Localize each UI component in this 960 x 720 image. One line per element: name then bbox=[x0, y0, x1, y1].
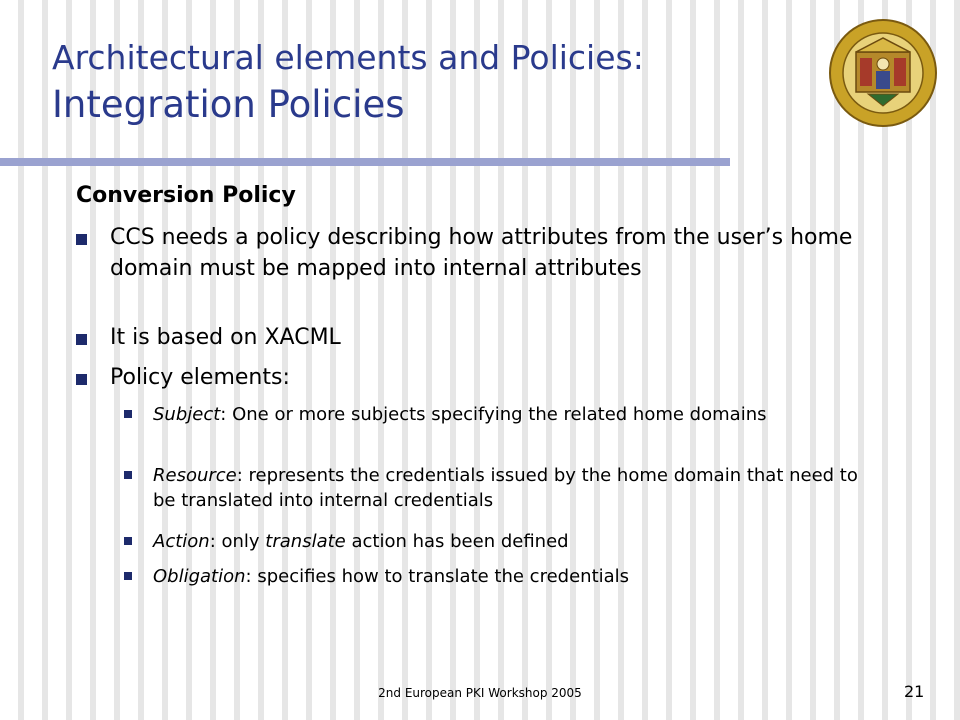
bullet-marker bbox=[76, 334, 87, 345]
subbullet-item bbox=[153, 564, 883, 589]
bullet-marker bbox=[76, 374, 87, 385]
subbullet-marker bbox=[124, 471, 132, 479]
subbullet-text: : One or more subjects specifying the related home domains bbox=[220, 404, 767, 425]
subbullet-marker bbox=[124, 537, 132, 545]
subbullet-term: Subject bbox=[153, 404, 221, 425]
slide-title: Architectural elements and Policies: bbox=[52, 38, 644, 77]
section-heading: Conversion Policy bbox=[76, 183, 296, 208]
subbullet-term: Obligation bbox=[153, 566, 246, 587]
slide-footer: 2nd European PKI Workshop 2005 bbox=[378, 686, 582, 700]
subbullet-marker bbox=[124, 410, 132, 418]
page-number: 21 bbox=[904, 682, 925, 701]
subbullet-item bbox=[153, 463, 883, 513]
subbullet-term: translate bbox=[265, 531, 346, 552]
bullet-item: Policy elements: bbox=[110, 365, 290, 390]
subbullet-item bbox=[153, 402, 883, 427]
slide-subtitle: Integration Policies bbox=[52, 83, 405, 126]
subbullet-term: Action bbox=[153, 531, 210, 552]
subbullet-text: action has been defined bbox=[345, 531, 569, 552]
bullet-item: It is based on XACML bbox=[110, 325, 341, 350]
bullet-marker bbox=[76, 234, 87, 245]
subbullet-text: : only bbox=[209, 531, 266, 552]
bullet-item: CCS needs a policy describing how attributes from the user’s home domain must be mapped into internal attributes bbox=[110, 225, 853, 281]
subbullet-item bbox=[153, 529, 883, 554]
title-divider bbox=[0, 158, 730, 166]
university-seal-icon bbox=[828, 18, 938, 128]
subbullet-marker bbox=[124, 572, 132, 580]
subbullet-text: : represents the credentials issued by the home domain that need to be translated into internal credentials bbox=[153, 465, 858, 511]
subbullet-text: : specifies how to translate the credentials bbox=[245, 566, 630, 587]
subbullet-term: Resource bbox=[153, 465, 237, 486]
